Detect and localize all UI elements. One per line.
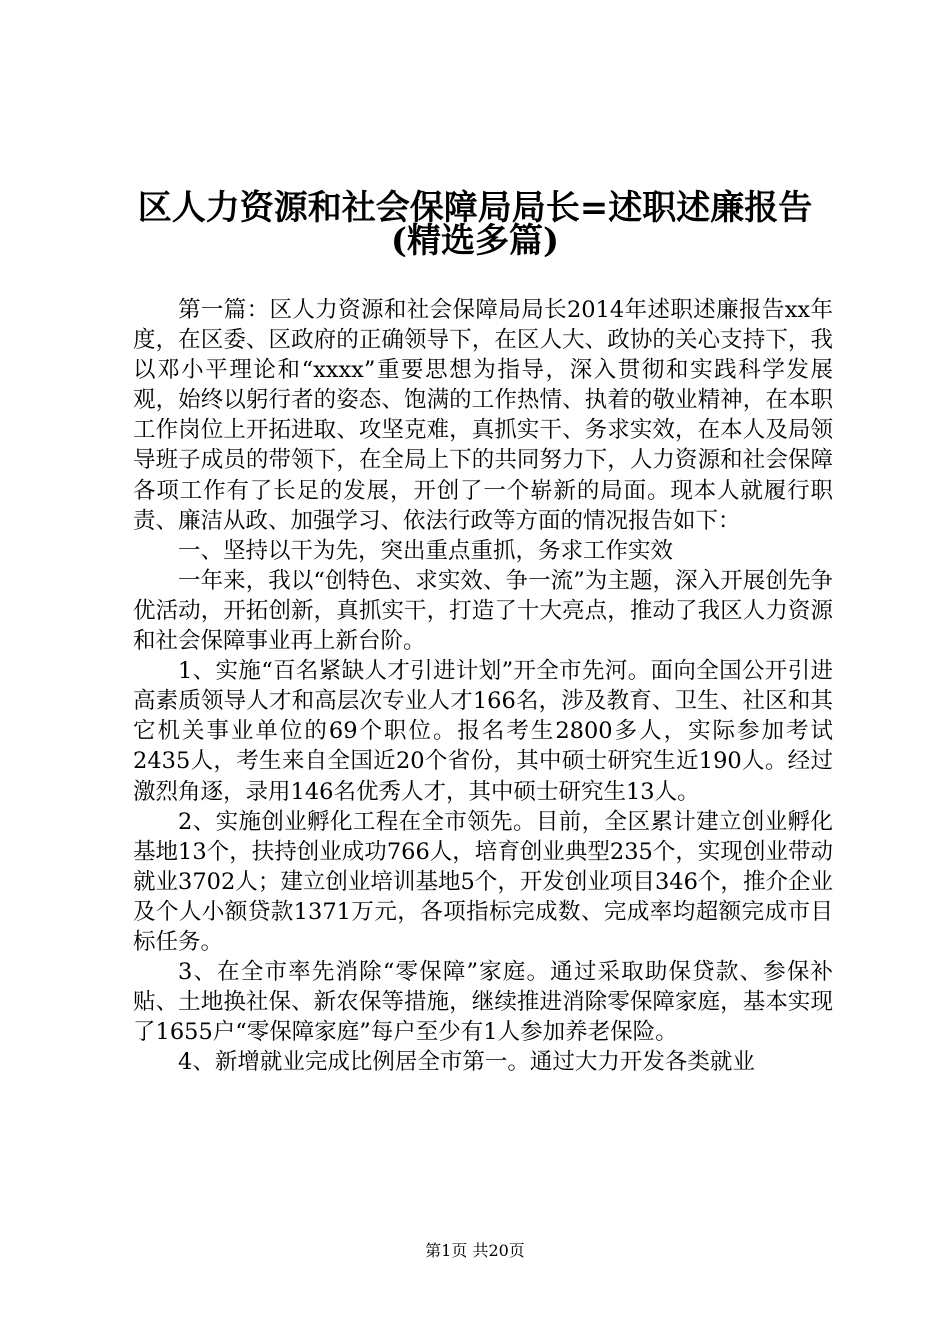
page-footer: 第1页 共20页 bbox=[425, 1241, 525, 1260]
paragraph-item-1: 1、实施“百名紧缺人才引进计划”开全市先河。面向全国公开引进高素质领导人才和高层次专业人才166名，涉及教育、卫生、社区和其它机关事业单位的69个职位。报名考生2800多人，实际参加考试2435人，考生来自全国近20个省份，其中硕士研究生近190人。经过激烈角逐，录用146名优秀人才，其中硕士研究生13人。 bbox=[133, 658, 833, 805]
paragraph-overview: 一年来，我以“创特色、求实效、争一流”为主题，深入开展创先争优活动，开拓创新，真抓实干，打造了十大亮点，推动了我区人力资源和社会保障事业再上新台阶。 bbox=[133, 567, 833, 655]
document-title-line2: (精选多篇) bbox=[390, 221, 560, 261]
section-heading-1: 一、坚持以干为先，突出重点重抓，务求工作实效 bbox=[178, 537, 674, 564]
paragraph-item-2: 2、实施创业孵化工程在全市领先。目前，全区累计建立创业孵化基地13个，扶持创业成功766人，培育创业典型235个，实现创业带动就业3702人；建立创业培训基地5个，开发创业项目346个，推介企业及个人小额贷款1371万元，各项指标完成数、完成率均超额完成市目标任务。 bbox=[133, 808, 833, 955]
paragraph-item-4: 4、新增就业完成比例居全市第一。通过大力开发各类就业 bbox=[178, 1049, 755, 1076]
paragraph-item-3: 3、在全市率先消除“零保障”家庭。通过采取助保贷款、参保补贴、土地换社保、新农保等措施，继续推进消除零保障家庭，基本实现了1655户“零保障家庭”每户至少有1人参加养老保险。 bbox=[133, 959, 833, 1046]
paragraph-intro: 第一篇：区人力资源和社会保障局局长2014年述职述廉报告xx年度，在区委、区政府的正确领导下，在区人大、政协的关心支持下，我以邓小平理论和“xxxx”重要思想为指导，深入贯彻和实践科学发展观，始终以躬行者的姿态、饱满的工作热情、执着的敬业精神，在本职工作岗位上开拓进取、攻坚克难，真抓实干、务求实效，在本人及局领导班子成员的带领下，在全局上下的共同努力下，人力资源和社会保障各项工作有了长足的发展，开创了一个崭新的局面。现本人就履行职责、廉洁从政、加强学习、依法行政等方面的情况报告如下： bbox=[133, 297, 833, 534]
document-title-line1: 区人力资源和社会保障局局长=述职述廉报告 bbox=[137, 188, 813, 228]
document-body bbox=[133, 295, 833, 1077]
